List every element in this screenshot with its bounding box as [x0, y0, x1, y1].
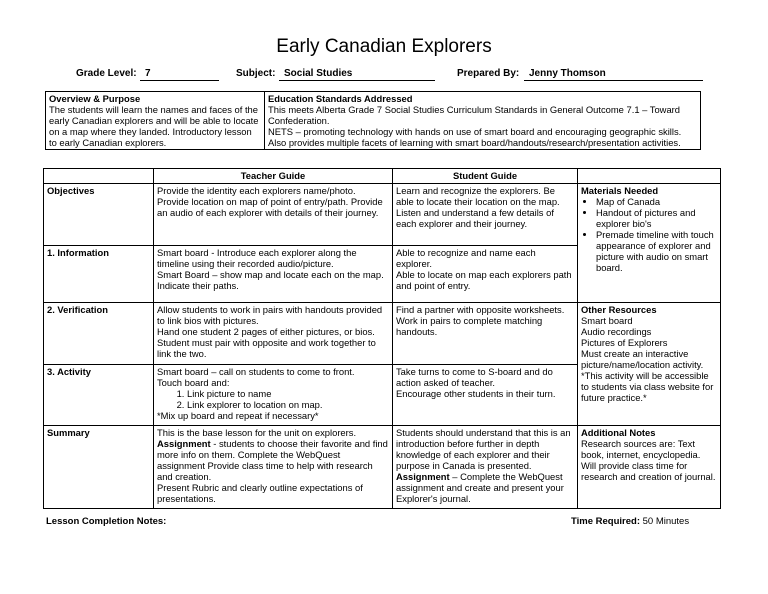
resource-item: Pictures of Explorers [581, 337, 668, 348]
student-guide-header: Student Guide [393, 169, 578, 184]
subject-value: Social Studies [279, 68, 435, 81]
activity-student-2: Encourage other students in their turn. [396, 388, 556, 399]
time-required [571, 516, 689, 527]
activity-teacher-3: *Mix up board and repeat if necessary* [157, 410, 319, 421]
verification-label: 2. Verification [44, 303, 154, 365]
assignment-label: Assignment [157, 438, 211, 449]
summary-student [393, 426, 578, 509]
activity-teacher-2: Touch board and: [157, 377, 230, 388]
activity-teacher [154, 365, 393, 426]
activity-steps [157, 388, 389, 410]
resource-item: Smart board [581, 315, 633, 326]
summary-teacher-1: This is the base lesson for the unit on explorers. [157, 427, 357, 438]
activity-student [393, 365, 578, 426]
resources-note-1: Must create an interactive picture/name/location activity. [581, 348, 704, 370]
student-assignment-label: Assignment [396, 471, 450, 482]
information-teacher [154, 246, 393, 303]
overview-cell [46, 92, 265, 150]
summary-student-2: – Complete the WebQuest assignment and create and present your Explorer's journal. [396, 471, 564, 504]
information-student-2: Able to locate on map each explorers path and point of entry. [396, 269, 572, 291]
summary-teacher-2-text: - students to choose their favorite and find more info on them. Complete the WebQuest assignment Provide class time to help with research and creation. [157, 438, 388, 482]
objectives-student: Learn and recognize the explorers. Be able to locate their location on the map. Listen and understand a few details of each explorer and their journey. [393, 184, 578, 246]
overview-heading: Overview & Purpose [49, 93, 141, 104]
verification-teacher [154, 303, 393, 365]
notes-heading: Additional Notes [581, 427, 656, 438]
information-student [393, 246, 578, 303]
verification-student-1: Find a partner with opposite worksheets. [396, 304, 565, 315]
prepared-value: Jenny Thomson [524, 68, 703, 81]
grade-label: Grade Level: [76, 68, 137, 79]
grade-value: 7 [140, 68, 219, 81]
materials-heading: Materials Needed [581, 185, 659, 196]
notes-1: Research sources are: Text book, internet, encyclopedia. [581, 438, 701, 460]
standards-line2: NETS – promoting technology with hands on use of smart board and encouraging geographic skills. [268, 126, 682, 137]
objectives-teacher: Provide the identity each explorers name/photo. Provide location on map of point of entry/path. Provide an audio of each explorer with details of their journey. [154, 184, 393, 246]
information-teacher-2: Smart Board – show map and locate each on the map. Indicate their paths. [157, 269, 384, 291]
verification-student-2: Work in pairs to complete matching handouts. [396, 315, 543, 337]
summary-teacher-2 [157, 438, 389, 482]
standards-line3: Also provides multiple facets of learning with smart board/handouts/research/presentation activities. [268, 137, 681, 148]
activity-teacher-1: Smart board – call on students to come to front. [157, 366, 355, 377]
verification-student [393, 303, 578, 365]
information-student-1: Able to recognize and name each explorer. [396, 247, 536, 269]
notes-2: Will provide class time for research and creation of journal. [581, 460, 716, 482]
resources-note-2: *This activity will be accessible to students via class website for future practice.* [581, 370, 714, 403]
lesson-plan-table [43, 168, 721, 509]
materials-item: • Map of Canada [596, 196, 717, 207]
verification-teacher-2: Hand one student 2 pages of either pictures, or bios. Student must pair with opposite and work together to link the two. [157, 326, 376, 359]
empty-header-cell [44, 169, 154, 184]
standards-heading: Education Standards Addressed [268, 93, 413, 104]
materials-item: • Handout of pictures and explorer bio's [596, 207, 717, 229]
time-required-value: 50 Minutes [642, 516, 690, 527]
teacher-guide-header: Teacher Guide [154, 169, 393, 184]
standards-line1: This meets Alberta Grade 7 Social Studies Curriculum Standards in General Outcome 7.1 – Toward Confederation. [268, 104, 681, 126]
lesson-meta [0, 68, 768, 82]
information-teacher-1: Smart board - Introduce each explorer along the timeline using their recorded audio/picture. [157, 247, 357, 269]
information-label: 1. Information [44, 246, 154, 303]
resource-item: Audio recordings [581, 326, 652, 337]
activity-step: 1. Link picture to name [187, 388, 389, 399]
standards-cell [265, 92, 701, 150]
activity-student-1: Take turns to come to S-board and do action asked of teacher. [396, 366, 553, 388]
summary-student-1: Students should understand that this is an introduction before further in depth knowledge of each explorer and their purpose in Canada is presented. [396, 427, 571, 471]
materials-item: • Premade timeline with touch appearance of explorer and picture with audio on smart board. [596, 229, 717, 273]
empty-header-cell [578, 169, 721, 184]
page-title: Early Canadian Explorers [276, 36, 492, 57]
summary-label: Summary [44, 426, 154, 509]
time-required-label: Time Required: [571, 516, 640, 527]
resources-heading: Other Resources [581, 304, 657, 315]
notes-cell [578, 426, 721, 509]
prepared-label: Prepared By: [457, 68, 520, 79]
verification-teacher-1: Allow students to work in pairs with handouts provided to link bios with pictures. [157, 304, 383, 326]
lesson-completion-notes: Lesson Completion Notes: [46, 516, 167, 527]
activity-label: 3. Activity [44, 365, 154, 426]
resources-cell [578, 303, 721, 426]
overview-standards-table [45, 91, 701, 150]
summary-teacher-3: Present Rubric and clearly outline expectations of presentations. [157, 482, 363, 504]
subject-label: Subject: [236, 68, 276, 79]
objectives-label: Objectives [44, 184, 154, 246]
overview-text: The students will learn the names and faces of the early Canadian explorers and will be able to locate on a map where they landed. Introductory lesson to early Canadian explorers. [49, 104, 259, 148]
summary-teacher [154, 426, 393, 509]
materials-cell [578, 184, 721, 303]
activity-step: 2. Link explorer to location on map. [187, 399, 389, 410]
materials-list [581, 196, 717, 273]
